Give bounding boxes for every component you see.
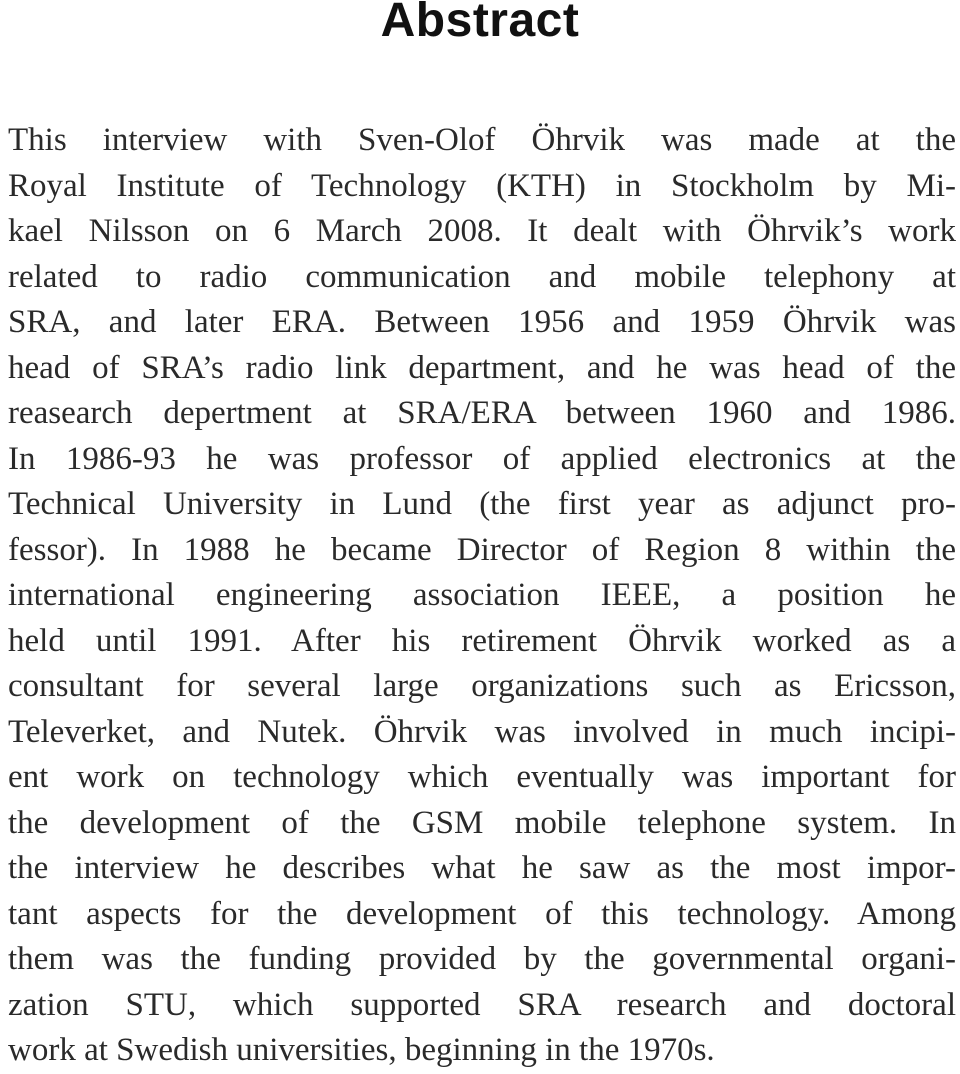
body-line-last: work at Swedish universities, beginning in the 1970s. xyxy=(8,1032,715,1068)
body-line: them was the funding provided by the governmental organi- xyxy=(8,941,956,977)
body-line: held until 1991. After his retirement Öhrvik worked as a xyxy=(8,622,956,659)
body-line: In 1986-93 he was professor of applied electronics at the xyxy=(8,440,956,477)
body-line: zation STU, which supported SRA research and doctoral xyxy=(8,986,956,1023)
body-line: Royal Institute of Technology (KTH) in Stockholm by Mi- xyxy=(8,167,956,204)
body-line: Technical University in Lund (the first year as adjunct pro- xyxy=(8,486,956,522)
body-line: reasearch depertment at SRA/ERA between 1960 and 1986. xyxy=(8,395,956,431)
page-title: Abstract xyxy=(380,0,580,47)
body-line: related to radio communication and mobile telephony at xyxy=(8,258,956,295)
body-line: tant aspects for the development of this technology. Among xyxy=(8,895,956,932)
body-line: ent work on technology which eventually was important for xyxy=(8,759,956,795)
body-line: head of SRA’s radio link department, and he was head of the xyxy=(8,349,956,386)
body-line: This interview with Sven-Olof Öhrvik was made at the xyxy=(8,122,956,158)
body-line: SRA, and later ERA. Between 1956 and 1959 Öhrvik was xyxy=(8,304,956,340)
body-line: the development of the GSM mobile telephone system. In xyxy=(8,804,956,841)
abstract-body xyxy=(8,118,956,1074)
body-line: international engineering association IEEE, a position he xyxy=(8,577,956,613)
body-line: Televerket, and Nutek. Öhrvik was involved in much incipi- xyxy=(8,713,956,750)
body-line: fessor). In 1988 he became Director of Region 8 within the xyxy=(8,531,956,568)
body-line: consultant for several large organizations such as Ericsson, xyxy=(8,668,956,704)
body-line: the interview he describes what he saw as the most impor- xyxy=(8,850,956,886)
body-line: kael Nilsson on 6 March 2008. It dealt with Öhrvik’s work xyxy=(8,213,956,249)
